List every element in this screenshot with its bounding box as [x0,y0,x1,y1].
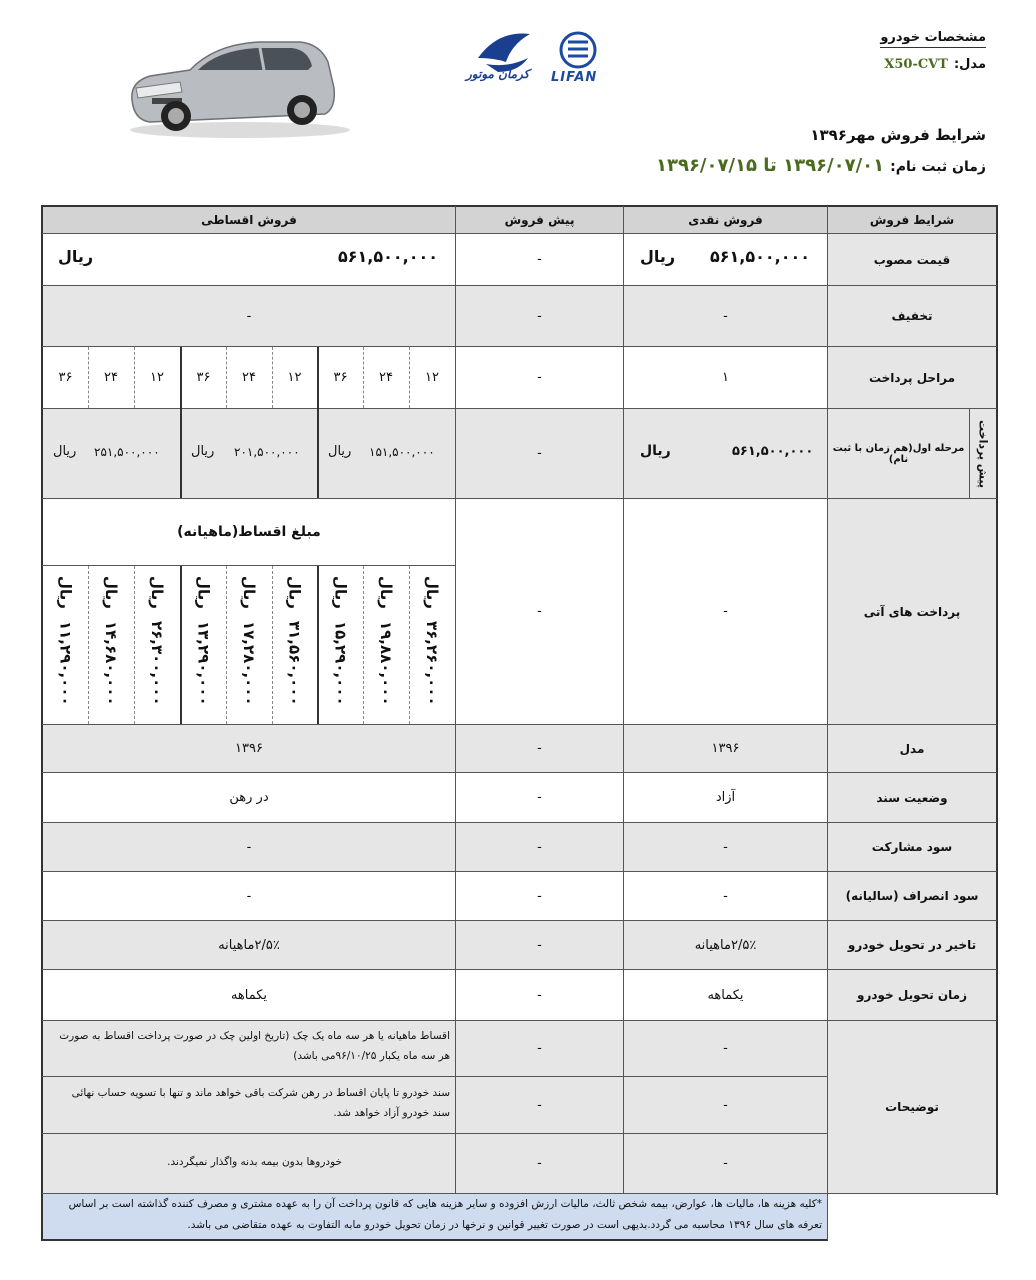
monthly-cell [181,566,226,724]
registration-dates: ۱۳۹۶/۰۷/۰۱ تا ۱۳۹۶/۰۷/۱۵ [655,155,885,176]
footer-note: *کلیه هزینه ها، مالیات ها، عوارض، بیمه شخص ثالث، مالیات ارزش افزوده و سایر هزینه هایی که قانون پرداخت آن را به عهده مشتری و مصرف کننده گذاشته است بر اساس تعرفه های سال ۱۳۹۶ محاسبه می گردد.بدیهی است در صورت تغییر قوانین و نرخها در زمان تحویل خودرو مابه التفاوت به عهده متقاضی می باشد. [68,1198,822,1231]
cash-note: - [723,1041,728,1056]
row-label-profit: سود مشارکت [871,840,953,854]
installment-doc-status: در رهن [229,790,269,805]
stage-month: ۲۴ [242,370,256,385]
monthly-amount: ۱۷,۲۸۰,۰۰۰ [240,620,258,706]
monthly-cell [43,566,88,724]
monthly-amount: ۱۱,۲۹۰,۰۰۰ [56,620,75,706]
monthly-title: مبلغ اقساط(ماهیانه) [177,524,321,540]
cash-price-amount: ۵۶۱,۵۰۰,۰۰۰ [710,247,811,266]
prepay-label: پیش پرداخت [976,419,990,488]
presale-stages: - [537,370,542,385]
first-installment-unit: ریال [328,444,352,459]
monthly-amount: ۲۶,۳۰۰,۰۰۰ [148,620,166,706]
installment-discount: - [246,308,252,324]
installment-price-unit: ریال [58,247,94,266]
monthly-cell [88,566,134,724]
presale-delivery: - [537,987,542,1003]
monthly-amount: ۱۹,۸۸۰,۰۰۰ [377,620,395,706]
presale-discount: - [537,308,542,324]
row-label-notes: توضیحات [885,1100,939,1114]
monthly-cell [318,566,363,724]
installment-delivery: یکماهه [230,987,268,1003]
monthly-amount: ۳۶,۲۶۰,۰۰۰ [423,620,441,706]
presale-cancel: - [537,888,542,904]
cash-discount: - [723,308,728,324]
installment-delay: ۲/۵٪ماهیانه [218,937,280,953]
header-presale: پیش فروش [504,212,575,227]
cash-stages: ۱ [722,370,729,385]
kerman-motor-text: کرمان موتور [466,67,530,81]
header-conditions: شرایط فروش [869,212,955,227]
installment-note: سند خودرو تا پایان اقساط در رهن شرکت باقی خواهد ماند و تنها با تسویه حساب نهائی سند خودرو آزاد خواهد شد. [71,1087,450,1119]
monthly-cell [226,566,272,724]
registration-label: زمان ثبت نام: [890,159,986,175]
row-label-cancel: سود انصراف (سالیانه) [845,889,979,903]
presale-model: - [537,741,542,756]
cash-note: - [723,1156,728,1171]
cash-delivery: یکماهه [707,987,744,1003]
row-label-delivery: زمان تحویل خودرو [856,988,968,1002]
stage-month: ۳۶ [196,370,211,385]
sale-title: شرایط فروش مهر۱۳۹۶ [810,126,986,144]
cash-note: - [723,1097,728,1113]
presale-profit: - [537,839,542,855]
monthly-amount: ۱۴,۶۸۰,۰۰۰ [102,620,120,706]
monthly-unit: ریال [102,576,120,609]
presale-future: - [537,604,542,619]
installment-note: اقساط ماهیانه یا هر سه ماه یک چک (تاریخ اولین چک در صورت پرداخت اقساط به صورت هر سه ماه یکبار ۹۶/۱۰/۲۵می باشد) [59,1030,450,1062]
stage-month: ۲۴ [379,370,393,385]
cash-first-unit: ریال [640,443,671,459]
monthly-unit: ریال [56,576,75,609]
cash-delay: ۲/۵٪ماهیانه [694,937,757,953]
installment-note: خودروها بدون بیمه بدنه واگذار نمیگردند. [167,1156,342,1168]
row-label-first-payment: مرحله اول(هم زمان با ثبت نام) [832,442,965,465]
stage-month: ۳۶ [333,370,348,385]
installment-profit: - [246,839,252,855]
first-installment-unit: ریال [53,444,77,459]
monthly-unit: ریال [377,576,395,609]
first-installment-amount: ۱۵۱,۵۰۰,۰۰۰ [369,445,435,459]
lifan-text: LIFAN [551,70,598,85]
monthly-unit: ریال [194,576,213,609]
stage-month: ۲۴ [104,370,118,385]
stage-month: ۳۶ [58,370,73,385]
row-label-stages: مراحل پرداخت [868,370,956,385]
stage-month: ۱۲ [287,370,302,385]
presale-note: - [537,1156,542,1171]
first-installment-amount: ۲۰۱,۵۰۰,۰۰۰ [234,445,300,459]
model-value: X50-CVT [884,57,948,72]
monthly-cell [272,566,317,724]
row-label-delay: تاخیر در تحویل خودرو [847,938,977,952]
cash-model: ۱۳۹۶ [711,741,740,756]
row-label-future: پرداخت های آتی [863,604,961,619]
spec-title: مشخصات خودرو [880,30,986,48]
model-label: مدل: [953,57,986,72]
car-image [120,30,350,140]
stage-month: ۱۲ [150,370,164,385]
monthly-cell [409,566,455,724]
row-label-price: قیمت مصوب [873,252,951,267]
monthly-amount: ۳۱,۵۶۰,۰۰۰ [285,620,304,706]
presale-first: - [537,446,542,461]
first-installment-amount: ۲۵۱,۵۰۰,۰۰۰ [94,445,160,459]
row-label-doc-status: وضعیت سند [876,790,948,805]
presale-note: - [537,1097,542,1113]
installment-cancel: - [246,888,252,904]
monthly-cell [363,566,409,724]
cash-cancel: - [723,888,728,904]
row-label-model: مدل [899,741,925,756]
monthly-unit: ریال [240,576,258,609]
stage-month: ۱۲ [425,370,439,385]
cash-first-amount: ۵۶۱,۵۰۰,۰۰۰ [732,444,814,459]
presale-delay: - [537,937,542,953]
cash-future: - [723,604,728,619]
first-installment-unit: ریال [191,444,215,459]
header-installment: فروش اقساطی [201,212,297,227]
header-cash: فروش نقدی [688,212,763,227]
installment-price-amount: ۵۶۱,۵۰۰,۰۰۰ [338,247,439,266]
monthly-cell [134,566,180,724]
monthly-unit: ریال [331,576,350,609]
monthly-unit: ریال [285,576,304,609]
row-label-discount: تخفیف [891,309,933,323]
presale-doc-status: - [537,790,542,805]
registration-line [656,155,986,176]
monthly-amount: ۱۵,۲۹۰,۰۰۰ [331,620,350,706]
monthly-unit: ریال [148,576,166,609]
presale-price: - [537,252,542,267]
presale-note: - [537,1041,542,1056]
cash-doc-status: آزاد [715,790,736,805]
installment-model: ۱۳۹۶ [235,741,263,756]
monthly-amount: ۱۳,۲۹۰,۰۰۰ [194,620,213,706]
cash-profit: - [723,839,728,855]
cash-price-unit: ریال [640,247,676,266]
monthly-unit: ریال [423,576,441,609]
model-line [884,57,986,72]
